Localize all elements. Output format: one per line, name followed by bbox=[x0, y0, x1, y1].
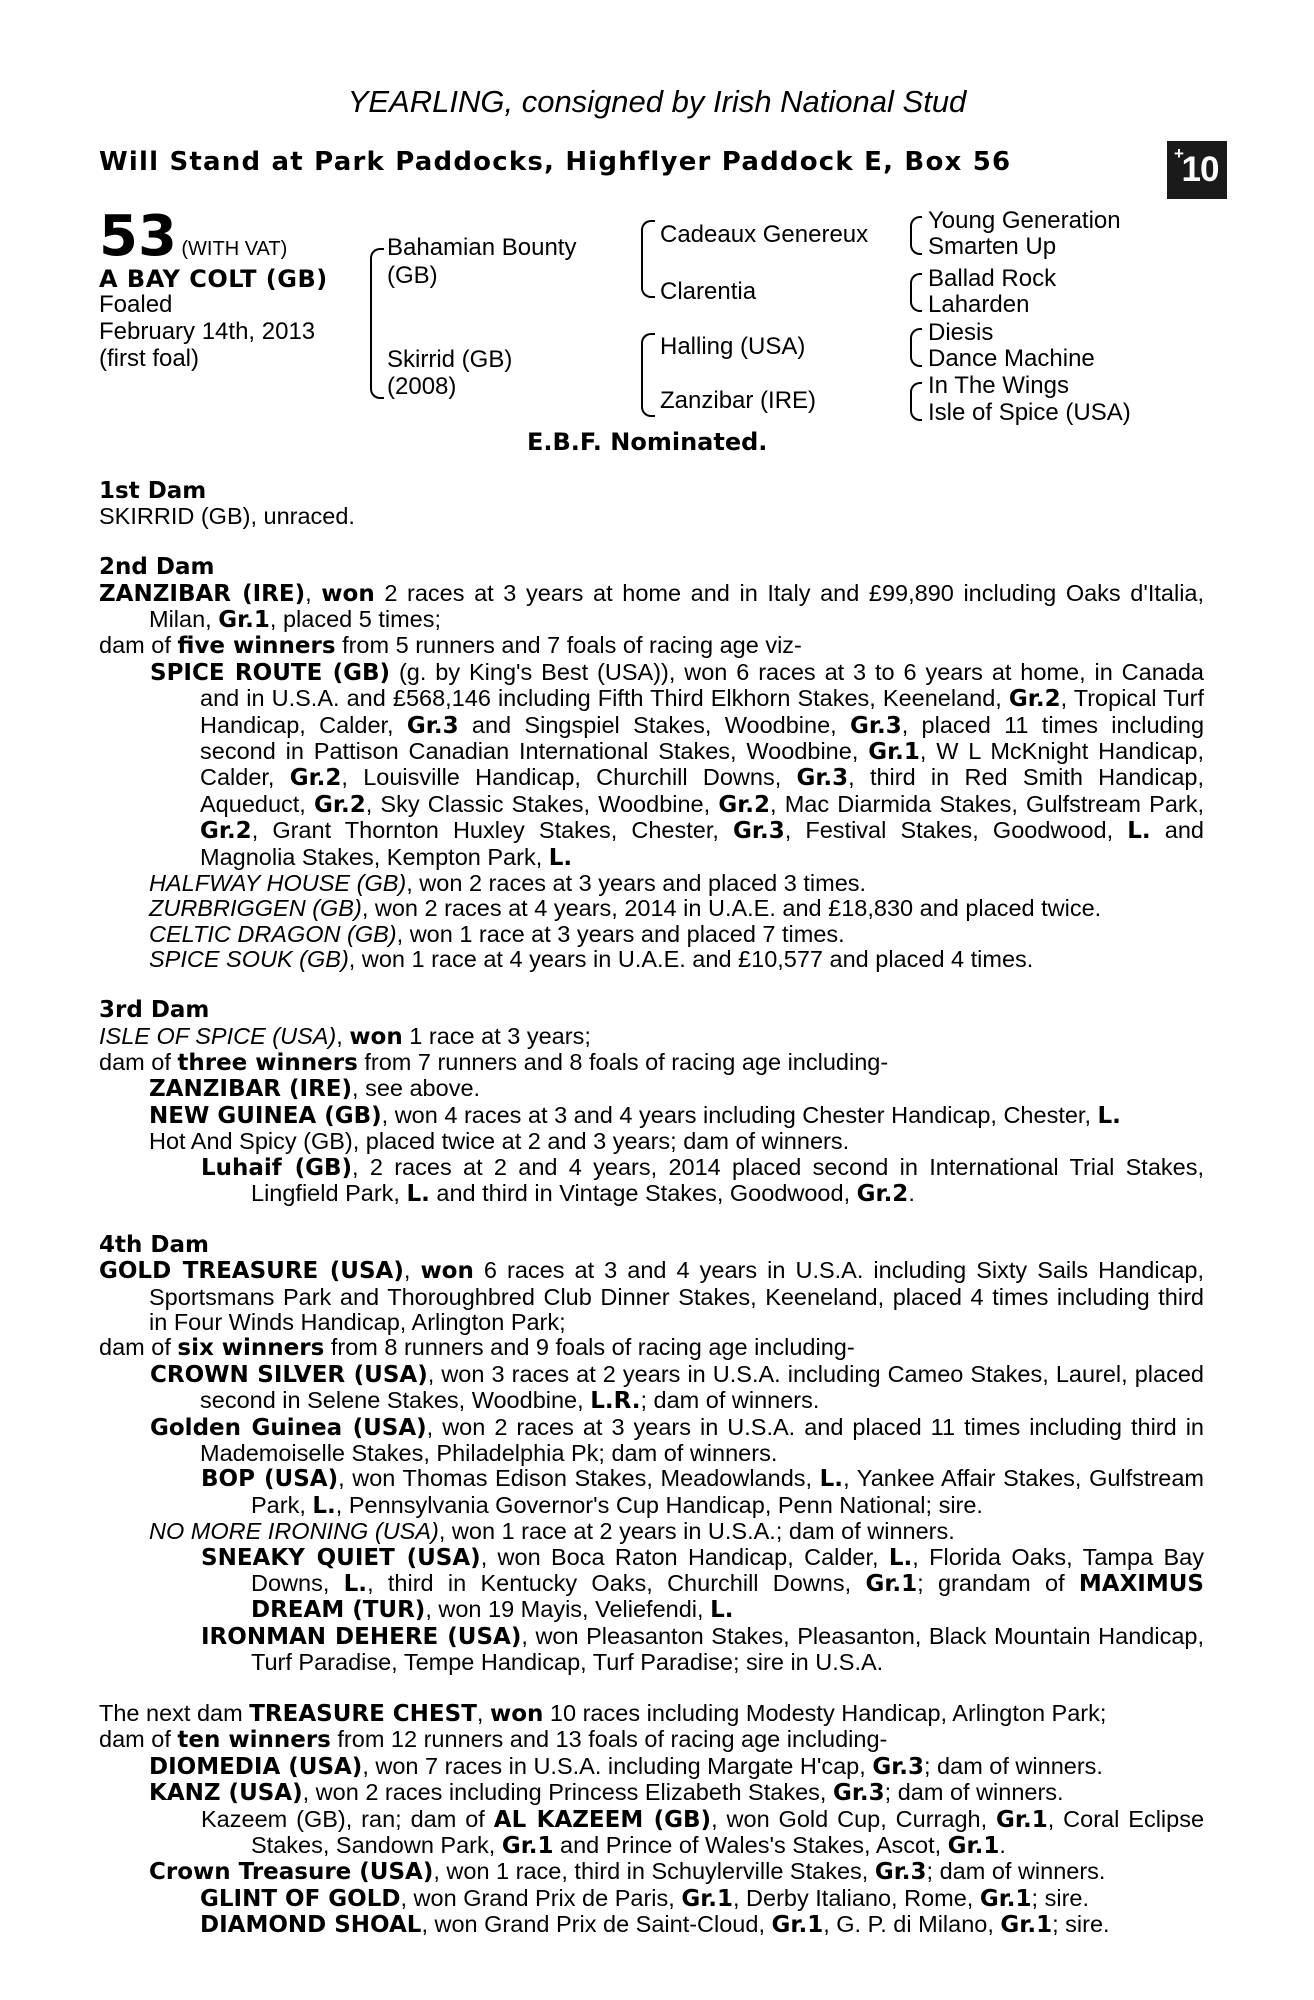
produce-crown-treasure: Crown Treasure (USA), won 1 race, third in Schuylerville Stakes, Gr.3; dam of winners. bbox=[149, 1858, 1106, 1886]
produce-kanz: KANZ (USA), won 2 races including Princess Elizabeth Stakes, Gr.3; dam of winners. bbox=[149, 1779, 1064, 1807]
lot-badge bbox=[1167, 141, 1227, 199]
produce-celtic-dragon: CELTIC DRAGON (GB), won 1 race at 3 years and placed 7 times. bbox=[149, 920, 845, 947]
pedigree-bracket-g3 bbox=[910, 328, 922, 367]
foal-note: (first foal) bbox=[99, 345, 200, 372]
produce-luhaif: Luhaif (GB), 2 races at 2 and 4 years, 2014 placed second in International Trial Stakes, Lingfield Park, L. and third in Vintage Stakes, Goodwood, Gr.2. bbox=[201, 1153, 1204, 1207]
produce-crown-silver: CROWN SILVER (USA), won 3 races at 2 years in U.S.A. including Cameo Stakes, Laurel, placed second in Selene Stakes, Woodbine, L.R.; dam of winners. bbox=[150, 1360, 1204, 1415]
dam-dam: Zanzibar (IRE) bbox=[660, 387, 817, 414]
fourth-dam-text: GOLD TREASURE (USA), won 6 races at 3 and 4 years in U.S.A. including Sixty Sails Handicap, Sportsmans Park and Thoroughbred Club Dinner Stakes, Keeneland, placed 4 times including third in Four Winds Handicap, Arlington Park; bbox=[99, 1257, 1204, 1335]
ebf-nominated: E.B.F. Nominated. bbox=[527, 428, 768, 456]
produce-spice-route: SPICE ROUTE (GB) (g. by King's Best (USA)), won 6 races at 3 to 6 years at home, in Canada and in U.S.A. and £568,146 including Fifth Third Elkhorn Stakes, Keeneland, Gr.2, Tropical Turf Handicap, Calder, Gr.3 and Singspiel Stakes, Woodbine, Gr.3, placed 11 times including second in Pattison Canadian International Stakes, Woodbine, Gr.1, W L McKnight Handicap, Calder, Gr.2, Louisville Handicap, Churchill Downs, Gr.3, third in Red Smith Handicap, Aqueduct, Gr.2, Sky Classic Stakes, Woodbine, Gr.2, Mac Diarmida Stakes, Gulfstream Park, Gr.2, Grant Thornton Huxley Stakes, Chester, Gr.3, Festival Stakes, Goodwood, L. and Magnolia Stakes, Kempton Park, L. bbox=[150, 658, 1205, 871]
badge-number: 10 bbox=[1181, 150, 1219, 189]
second-dam-produce-line: dam of five winners from 5 runners and 7 foals of racing age viz- bbox=[99, 632, 802, 660]
produce-golden-guinea: Golden Guinea (USA), won 2 races at 3 years in U.S.A. and placed 11 times including third in Mademoiselle Stakes, Philadelphia Pk; dam of winners. bbox=[150, 1413, 1204, 1466]
third-dam-produce-line: dam of three winners from 7 runners and 8 foals of racing age including- bbox=[99, 1048, 889, 1076]
family-notes bbox=[99, 479, 1204, 1939]
produce-glint-of-gold: GLINT OF GOLD, won Grand Prix de Paris, Gr.1, Derby Italiano, Rome, Gr.1; sire. bbox=[200, 1884, 1090, 1912]
produce-zanzibar: ZANZIBAR (IRE), see above. bbox=[149, 1075, 481, 1103]
produce-hot-and-spicy: Hot And Spicy (GB), placed twice at 2 and 3 years; dam of winners. bbox=[149, 1128, 850, 1155]
foaled-label: Foaled bbox=[99, 291, 173, 318]
dam: Skirrid (GB) bbox=[387, 346, 513, 373]
gg-6: Dance Machine bbox=[928, 345, 1095, 372]
dam-sire: Halling (USA) bbox=[660, 333, 806, 360]
lot-number-line bbox=[99, 204, 287, 269]
sire-sire: Cadeaux Genereux bbox=[660, 221, 869, 248]
produce-zurbriggen: ZURBRIGGEN (GB), won 2 races at 4 years, 2014 in U.A.E. and £18,830 and placed twice. bbox=[149, 895, 1102, 922]
stand-location: Will Stand at Park Paddocks, Highflyer Paddock E, Box 56 bbox=[99, 147, 1012, 177]
next-dam-text: The next dam TREASURE CHEST, won 10 races including Modesty Handicap, Arlington Park; bbox=[99, 1700, 1107, 1728]
pedigree-bracket-dam bbox=[641, 333, 655, 417]
produce-no-more-ironing: NO MORE IRONING (USA), won 1 race at 2 years in U.S.A.; dam of winners. bbox=[149, 1518, 955, 1545]
gg-4: Laharden bbox=[928, 291, 1030, 318]
sire: Bahamian Bounty bbox=[387, 234, 577, 261]
produce-new-guinea: NEW GUINEA (GB), won 4 races at 3 and 4 years including Chester Handicap, Chester, L. bbox=[149, 1101, 1121, 1129]
pedigree-bracket-g2 bbox=[910, 273, 922, 312]
gg-8: Isle of Spice (USA) bbox=[928, 399, 1131, 426]
produce-halfway-house: HALFWAY HOUSE (GB), won 2 races at 3 years and placed 3 times. bbox=[149, 870, 867, 897]
gg-2: Smarten Up bbox=[928, 233, 1057, 260]
vat-note: (WITH VAT) bbox=[181, 238, 288, 260]
produce-ironman-dehere: IRONMAN DEHERE (USA), won Pleasanton Stakes, Pleasanton, Black Mountain Handicap, Turf Paradise, Tempe Handicap, Turf Paradise; sire in U.S.A. bbox=[201, 1622, 1204, 1676]
gg-1: Young Generation bbox=[928, 207, 1121, 234]
second-dam-text: ZANZIBAR (IRE), won 2 races at 3 years at home and in Italy and £99,890 including Oaks d'Italia, Milan, Gr.1, placed 5 times; bbox=[99, 579, 1205, 634]
produce-spice-souk: SPICE SOUK (GB), won 1 race at 4 years in U.A.E. and £10,577 and placed 4 times. bbox=[149, 946, 1034, 973]
foaled-date: February 14th, 2013 bbox=[99, 318, 316, 345]
third-dam-text: ISLE OF SPICE (USA), won 1 race at 3 years; bbox=[99, 1022, 591, 1050]
produce-kazeem: Kazeem (GB), ran; dam of AL KAZEEM (GB), won Gold Cup, Curragh, Gr.1, Coral Eclipse Stakes, Sandown Park, Gr.1 and Prince of Wales's Stakes, Ascot, Gr.1. bbox=[201, 1805, 1205, 1860]
fourth-dam-produce-line: dam of six winners from 8 runners and 9 foals of racing age including- bbox=[99, 1334, 855, 1362]
pedigree-bracket-g1 bbox=[910, 216, 922, 255]
next-dam-produce-line: dam of ten winners from 12 runners and 13 foals of racing age including- bbox=[99, 1726, 888, 1754]
pedigree-bracket-sire bbox=[641, 220, 655, 298]
produce-sneaky-quiet: SNEAKY QUIET (USA), won Boca Raton Handicap, Calder, L., Florida Oaks, Tampa Bay Downs, L., third in Kentucky Oaks, Churchill Downs, Gr.1; grandam of MAXIMUS DREAM (TUR), won 19 Mayis, Veliefendi, L. bbox=[201, 1543, 1204, 1624]
pedigree-bracket-main bbox=[370, 248, 384, 399]
sire-country: (GB) bbox=[387, 262, 438, 289]
lot-number: 53 bbox=[99, 204, 177, 269]
badge-plus: + bbox=[1174, 144, 1184, 163]
second-dam-heading: 2nd Dam bbox=[99, 554, 215, 581]
third-dam-heading: 3rd Dam bbox=[99, 997, 210, 1024]
pedigree-bracket-g4 bbox=[910, 382, 922, 421]
gg-5: Diesis bbox=[928, 319, 994, 346]
gg-3: Ballad Rock bbox=[928, 265, 1057, 292]
fourth-dam-heading: 4th Dam bbox=[99, 1231, 209, 1258]
consignor-line: YEARLING, consigned by Irish National Stud bbox=[347, 84, 967, 119]
produce-diomedia: DIOMEDIA (USA), won 7 races in U.S.A. including Margate H'cap, Gr.3; dam of winners. bbox=[149, 1752, 1103, 1780]
first-dam-heading: 1st Dam bbox=[99, 478, 207, 504]
produce-diamond-shoal: DIAMOND SHOAL, won Grand Prix de Saint-Cloud, Gr.1, G. P. di Milano, Gr.1; sire. bbox=[200, 1911, 1110, 1939]
first-dam-text: SKIRRID (GB), unraced. bbox=[99, 503, 355, 530]
horse-name: A BAY COLT (GB) bbox=[99, 265, 328, 293]
sire-dam: Clarentia bbox=[660, 278, 757, 305]
produce-bop: BOP (USA), won Thomas Edison Stakes, Meadowlands, L., Yankee Affair Stakes, Gulfstream Park, L., Pennsylvania Governor's Cup Handicap, Penn National; sire. bbox=[201, 1465, 1204, 1519]
gg-7: In The Wings bbox=[928, 372, 1069, 399]
dam-year: (2008) bbox=[387, 373, 457, 400]
